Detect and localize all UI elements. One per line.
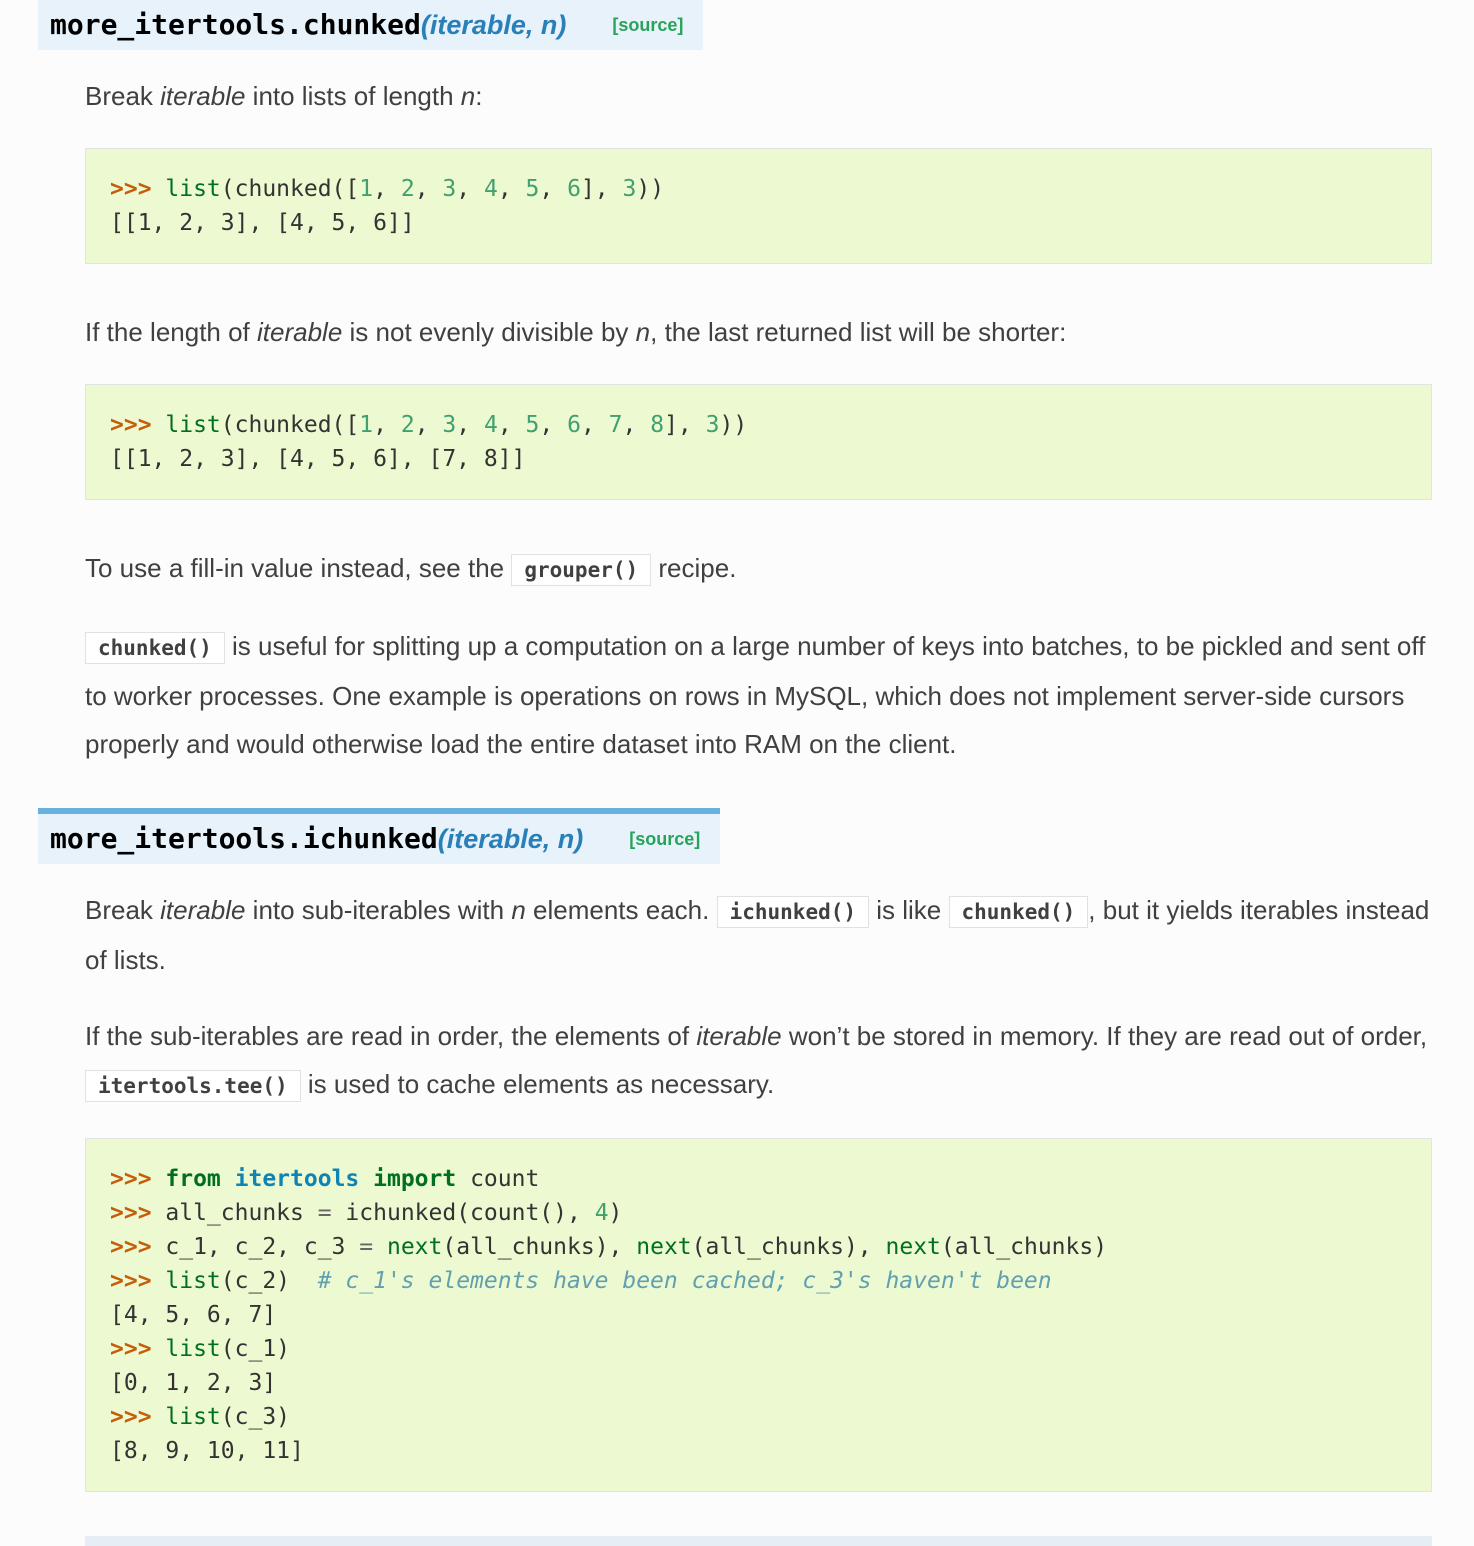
emphasis: iterable bbox=[160, 895, 246, 925]
code-token: (chunked([ bbox=[220, 412, 360, 438]
code-token: next bbox=[885, 1234, 941, 1260]
paragraph bbox=[85, 308, 1432, 356]
code-pre bbox=[110, 172, 1407, 240]
api-entry-chunked bbox=[38, 0, 1432, 768]
signature-name: more_itertools.ichunked bbox=[50, 822, 438, 855]
code-token: list bbox=[165, 412, 221, 438]
inline-code: itertools.tee() bbox=[85, 1070, 301, 1102]
code-token: )) bbox=[719, 412, 748, 438]
code-token: 7 bbox=[608, 412, 623, 438]
code-token: (c_1) bbox=[220, 1336, 291, 1362]
code-token: 1 bbox=[359, 412, 374, 438]
code-token: , bbox=[539, 412, 568, 438]
code-token: , bbox=[456, 412, 484, 438]
inline-code: ichunked() bbox=[717, 896, 869, 928]
text-run: into sub-iterables with bbox=[245, 895, 512, 925]
inline-code: chunked() bbox=[85, 632, 225, 664]
code-token: ], bbox=[580, 176, 623, 202]
paragraph bbox=[85, 544, 1432, 594]
code-token: >>> bbox=[110, 176, 166, 202]
code-token: , bbox=[456, 176, 484, 202]
inline-code: chunked() bbox=[949, 896, 1089, 928]
code-token bbox=[373, 1234, 387, 1260]
code-xref-link[interactable] bbox=[511, 553, 651, 583]
text-run: Break bbox=[85, 81, 161, 111]
text-run: If the length of bbox=[85, 317, 258, 347]
emphasis: n bbox=[460, 81, 476, 111]
code-token: (all_chunks) bbox=[940, 1234, 1108, 1260]
paragraph bbox=[85, 1012, 1432, 1110]
code-token: 3 bbox=[705, 412, 720, 438]
code-token: 1 bbox=[359, 176, 374, 202]
code-token: (all_chunks), bbox=[691, 1234, 886, 1260]
code-token: [[1, 2, 3], [4, 5, 6], [7, 8]] bbox=[110, 446, 526, 472]
emphasis: n bbox=[511, 895, 526, 925]
code-token: [[1, 2, 3], [4, 5, 6]] bbox=[110, 210, 415, 236]
code-token: list bbox=[165, 1268, 221, 1294]
code-token: (c_3) bbox=[220, 1404, 291, 1430]
code-token: 3 bbox=[442, 412, 457, 438]
text-run: is not evenly divisible by bbox=[342, 317, 636, 347]
code-token: [4, 5, 6, 7] bbox=[110, 1302, 277, 1328]
code-block bbox=[85, 1138, 1432, 1492]
code-token: , bbox=[622, 412, 651, 438]
code-token: >>> bbox=[110, 1404, 166, 1430]
code-token: list bbox=[165, 1404, 221, 1430]
code-xref-link[interactable] bbox=[85, 631, 225, 661]
text-run: recipe. bbox=[651, 553, 737, 583]
code-token: 2 bbox=[400, 176, 415, 202]
code-token: 4 bbox=[483, 176, 498, 202]
signature-params: (iterable, n) bbox=[437, 824, 584, 854]
paragraph bbox=[85, 622, 1432, 768]
signature-chunked bbox=[38, 0, 703, 50]
text-run: If the sub-iterables are read in order, the elements of bbox=[85, 1021, 697, 1051]
code-token: from bbox=[165, 1166, 221, 1192]
emphasis: iterable bbox=[257, 317, 343, 347]
text-run: is useful for splitting up a computation on a large number of keys into batches, to be pickled and sent off to worker processes. One example is operations on rows in MySQL, which does not implement server-side cursors properly and would otherwise load the entire dataset into RAM on the client. bbox=[85, 631, 1426, 759]
signature-ichunked bbox=[38, 808, 720, 864]
code-token: 2 bbox=[400, 412, 415, 438]
emphasis: iterable bbox=[696, 1021, 782, 1051]
code-token: 6 bbox=[567, 176, 581, 202]
code-token: , bbox=[414, 176, 443, 202]
text-run: To use a fill-in value instead, see the bbox=[85, 553, 512, 583]
code-token: ) bbox=[608, 1200, 623, 1226]
signature-name: more_itertools.chunked bbox=[50, 8, 421, 41]
code-token: c_1, c_2, c_3 bbox=[165, 1234, 360, 1260]
code-token: 6 bbox=[567, 412, 581, 438]
code-token: 5 bbox=[525, 176, 540, 202]
code-token: list bbox=[165, 1336, 221, 1362]
code-token: itertools bbox=[234, 1166, 360, 1192]
code-token: [8, 9, 10, 11] bbox=[110, 1438, 304, 1464]
code-token: , bbox=[580, 412, 609, 438]
code-token: # c_1's elements have been cached; c_3's haven't been bbox=[317, 1268, 1052, 1294]
code-token: ichunked(count(), bbox=[331, 1200, 595, 1226]
entry-description bbox=[85, 864, 1432, 1492]
code-xref-link[interactable] bbox=[717, 895, 869, 925]
next-section-edge bbox=[85, 1536, 1432, 1546]
text-run: into lists of length bbox=[245, 81, 461, 111]
code-token: (c_2) bbox=[220, 1268, 318, 1294]
code-token: , bbox=[373, 176, 401, 202]
emphasis: n bbox=[635, 317, 651, 347]
code-token: count bbox=[456, 1166, 540, 1192]
source-link[interactable]: [source] bbox=[629, 829, 701, 849]
text-run: is used to cache elements as necessary. bbox=[300, 1069, 775, 1099]
code-token: import bbox=[373, 1166, 457, 1192]
code-token: 8 bbox=[650, 412, 665, 438]
code-token: 4 bbox=[594, 1200, 609, 1226]
code-token: , bbox=[497, 412, 526, 438]
code-token: >>> bbox=[110, 1336, 166, 1362]
code-token: ], bbox=[664, 412, 706, 438]
code-token: )) bbox=[636, 176, 665, 202]
code-token: list bbox=[165, 176, 221, 202]
code-token: (chunked([ bbox=[220, 176, 360, 202]
code-token: >>> bbox=[110, 412, 166, 438]
text-run: , but it yields iterables instead of lists. bbox=[85, 895, 1430, 975]
code-token: 4 bbox=[483, 412, 498, 438]
code-xref-link[interactable] bbox=[949, 895, 1089, 925]
code-pre bbox=[110, 1162, 1407, 1468]
code-token: , bbox=[414, 412, 443, 438]
code-pre bbox=[110, 408, 1407, 476]
code-token bbox=[359, 1166, 373, 1192]
code-token: = bbox=[317, 1200, 332, 1226]
code-token: 3 bbox=[622, 176, 637, 202]
code-token: = bbox=[359, 1234, 374, 1260]
text-run: , the last returned list will be shorter: bbox=[650, 317, 1067, 347]
code-token: next bbox=[636, 1234, 692, 1260]
code-token: >>> bbox=[110, 1268, 166, 1294]
code-token: 3 bbox=[442, 176, 457, 202]
code-block bbox=[85, 148, 1432, 264]
paragraph bbox=[85, 72, 1432, 120]
code-token: >>> bbox=[110, 1234, 166, 1260]
code-token bbox=[221, 1166, 235, 1192]
code-token: , bbox=[497, 176, 526, 202]
text-run: : bbox=[475, 81, 483, 111]
code-block bbox=[85, 384, 1432, 500]
api-entry-ichunked bbox=[38, 796, 1432, 1492]
code-token: next bbox=[386, 1234, 443, 1260]
code-token: 5 bbox=[525, 412, 540, 438]
source-link[interactable]: [source] bbox=[612, 15, 684, 35]
code-token: (all_chunks), bbox=[442, 1234, 637, 1260]
code-token: >>> bbox=[110, 1166, 166, 1192]
text-run: is like bbox=[869, 895, 949, 925]
paragraph bbox=[85, 886, 1432, 984]
text-run: elements each. bbox=[525, 895, 717, 925]
emphasis: iterable bbox=[160, 81, 246, 111]
inline-code: grouper() bbox=[511, 554, 651, 586]
signature-params: (iterable, n) bbox=[420, 10, 567, 40]
code-token: all_chunks bbox=[165, 1200, 318, 1226]
code-token: [0, 1, 2, 3] bbox=[110, 1370, 277, 1396]
code-token: , bbox=[539, 176, 568, 202]
code-token: >>> bbox=[110, 1200, 166, 1226]
text-run: won’t be stored in memory. If they are read out of order, bbox=[781, 1021, 1428, 1051]
text-run: Break bbox=[85, 895, 161, 925]
entry-description bbox=[85, 50, 1432, 768]
code-xref-link[interactable] bbox=[85, 1069, 301, 1099]
code-token: , bbox=[373, 412, 401, 438]
